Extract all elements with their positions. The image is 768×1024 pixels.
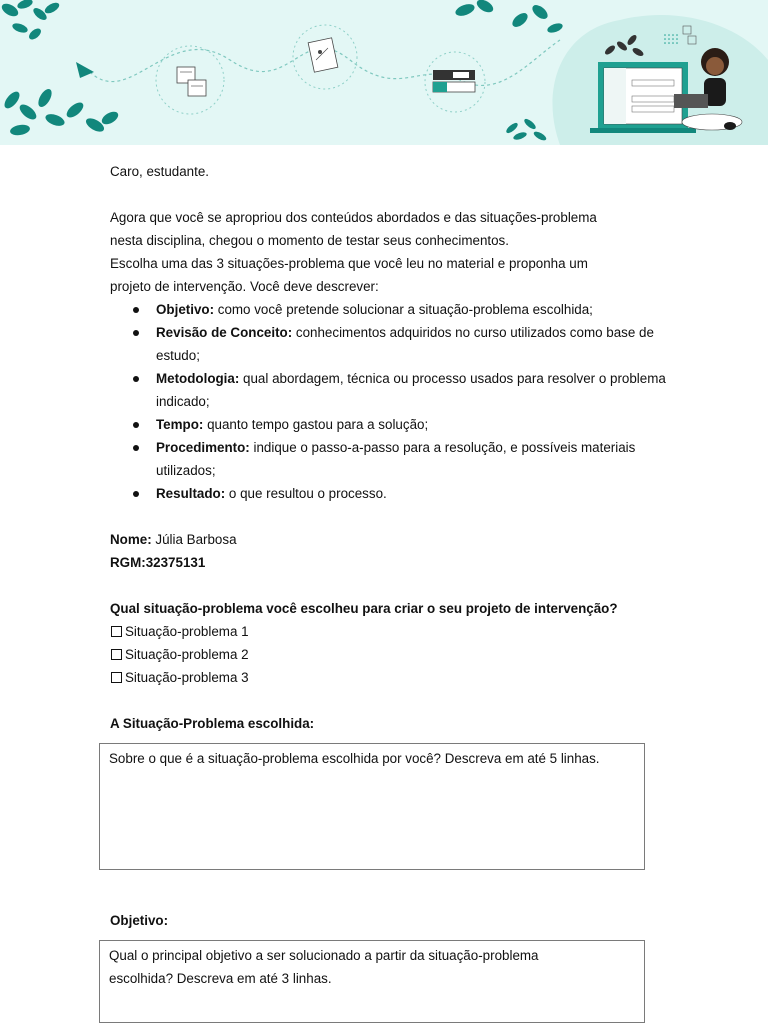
bullet-icon (133, 330, 139, 336)
option-situacao-3[interactable]: Situação-problema 3 (110, 666, 670, 689)
section-chosen-title: A Situação-Problema escolhida: (110, 716, 315, 731)
list-item-tempo: Tempo: quanto tempo gastou para a solução; (110, 413, 670, 436)
question-title: Qual situação-problema você escolheu para criar o seu projeto de intervenção? (110, 601, 618, 616)
objective-prompt-line-2: escolhida? Descreva em até 3 linhas. (109, 971, 332, 986)
bullet-icon (133, 307, 139, 313)
bullet-icon (133, 422, 139, 428)
checkbox[interactable] (111, 649, 122, 660)
document-body (110, 160, 670, 735)
checkbox[interactable] (111, 626, 122, 637)
option-situacao-2[interactable]: Situação-problema 2 (110, 643, 670, 666)
document-tabs-icon (433, 70, 475, 92)
bullet-icon (133, 491, 139, 497)
greeting: Caro, estudante. (110, 164, 210, 179)
intro-line-2: nesta disciplina, chegou o momento de testar seus conhecimentos. (110, 233, 509, 248)
student-rgm: RGM:32375131 (110, 555, 206, 570)
list-item-procedimento: Procedimento: indique o passo-a-passo para a resolução, e possíveis materiais utilizados; (110, 436, 670, 482)
notes-icon (177, 67, 206, 96)
requirements-list (110, 298, 670, 505)
objective-prompt-line-1: Qual o principal objetivo a ser solucionado a partir da situação-problema (109, 948, 539, 963)
chosen-situation-answer-box[interactable] (99, 743, 645, 870)
plant-icon (505, 117, 548, 142)
section-objective-title: Objetivo: (110, 913, 169, 928)
intro-line-3: Escolha uma das 3 situações-problema que você leu no material e proponha um (110, 256, 588, 271)
intro-line-1: Agora que você se apropriou dos conteúdos abordados e das situações-problema (110, 210, 597, 225)
leaves-top-left-icon (0, 0, 61, 42)
student-name: Nome: Júlia Barbosa (110, 532, 237, 547)
chosen-situation-prompt: Sobre o que é a situação-problema escolhida por você? Descreva em até 5 linhas. (109, 751, 600, 766)
banner-illustration (0, 0, 768, 145)
list-item-resultado: Resultado: o que resultou o processo. (110, 482, 670, 505)
list-item-metodologia: Metodologia: qual abordagem, técnica ou processo usados para resolver o problema indicado; (110, 367, 670, 413)
leaves-bottom-left-icon (2, 87, 121, 137)
intro-line-4: projeto de intervenção. Você deve descrever: (110, 279, 379, 294)
checkbox[interactable] (111, 672, 122, 683)
list-item-objetivo: Objetivo: como você pretende solucionar a situação-problema escolhida; (110, 298, 670, 321)
option-situacao-1[interactable]: Situação-problema 1 (110, 620, 670, 643)
bullet-icon (133, 376, 139, 382)
objective-answer-box[interactable] (99, 940, 645, 1023)
paper-plane-icon (76, 62, 94, 78)
list-item-revisao: Revisão de Conceito: conhecimentos adquiridos no curso utilizados como base de estudo; (110, 321, 670, 367)
bullet-icon (133, 445, 139, 451)
header-banner (0, 0, 768, 145)
board-icon (308, 38, 338, 72)
leaves-top-middle-icon (454, 0, 564, 34)
